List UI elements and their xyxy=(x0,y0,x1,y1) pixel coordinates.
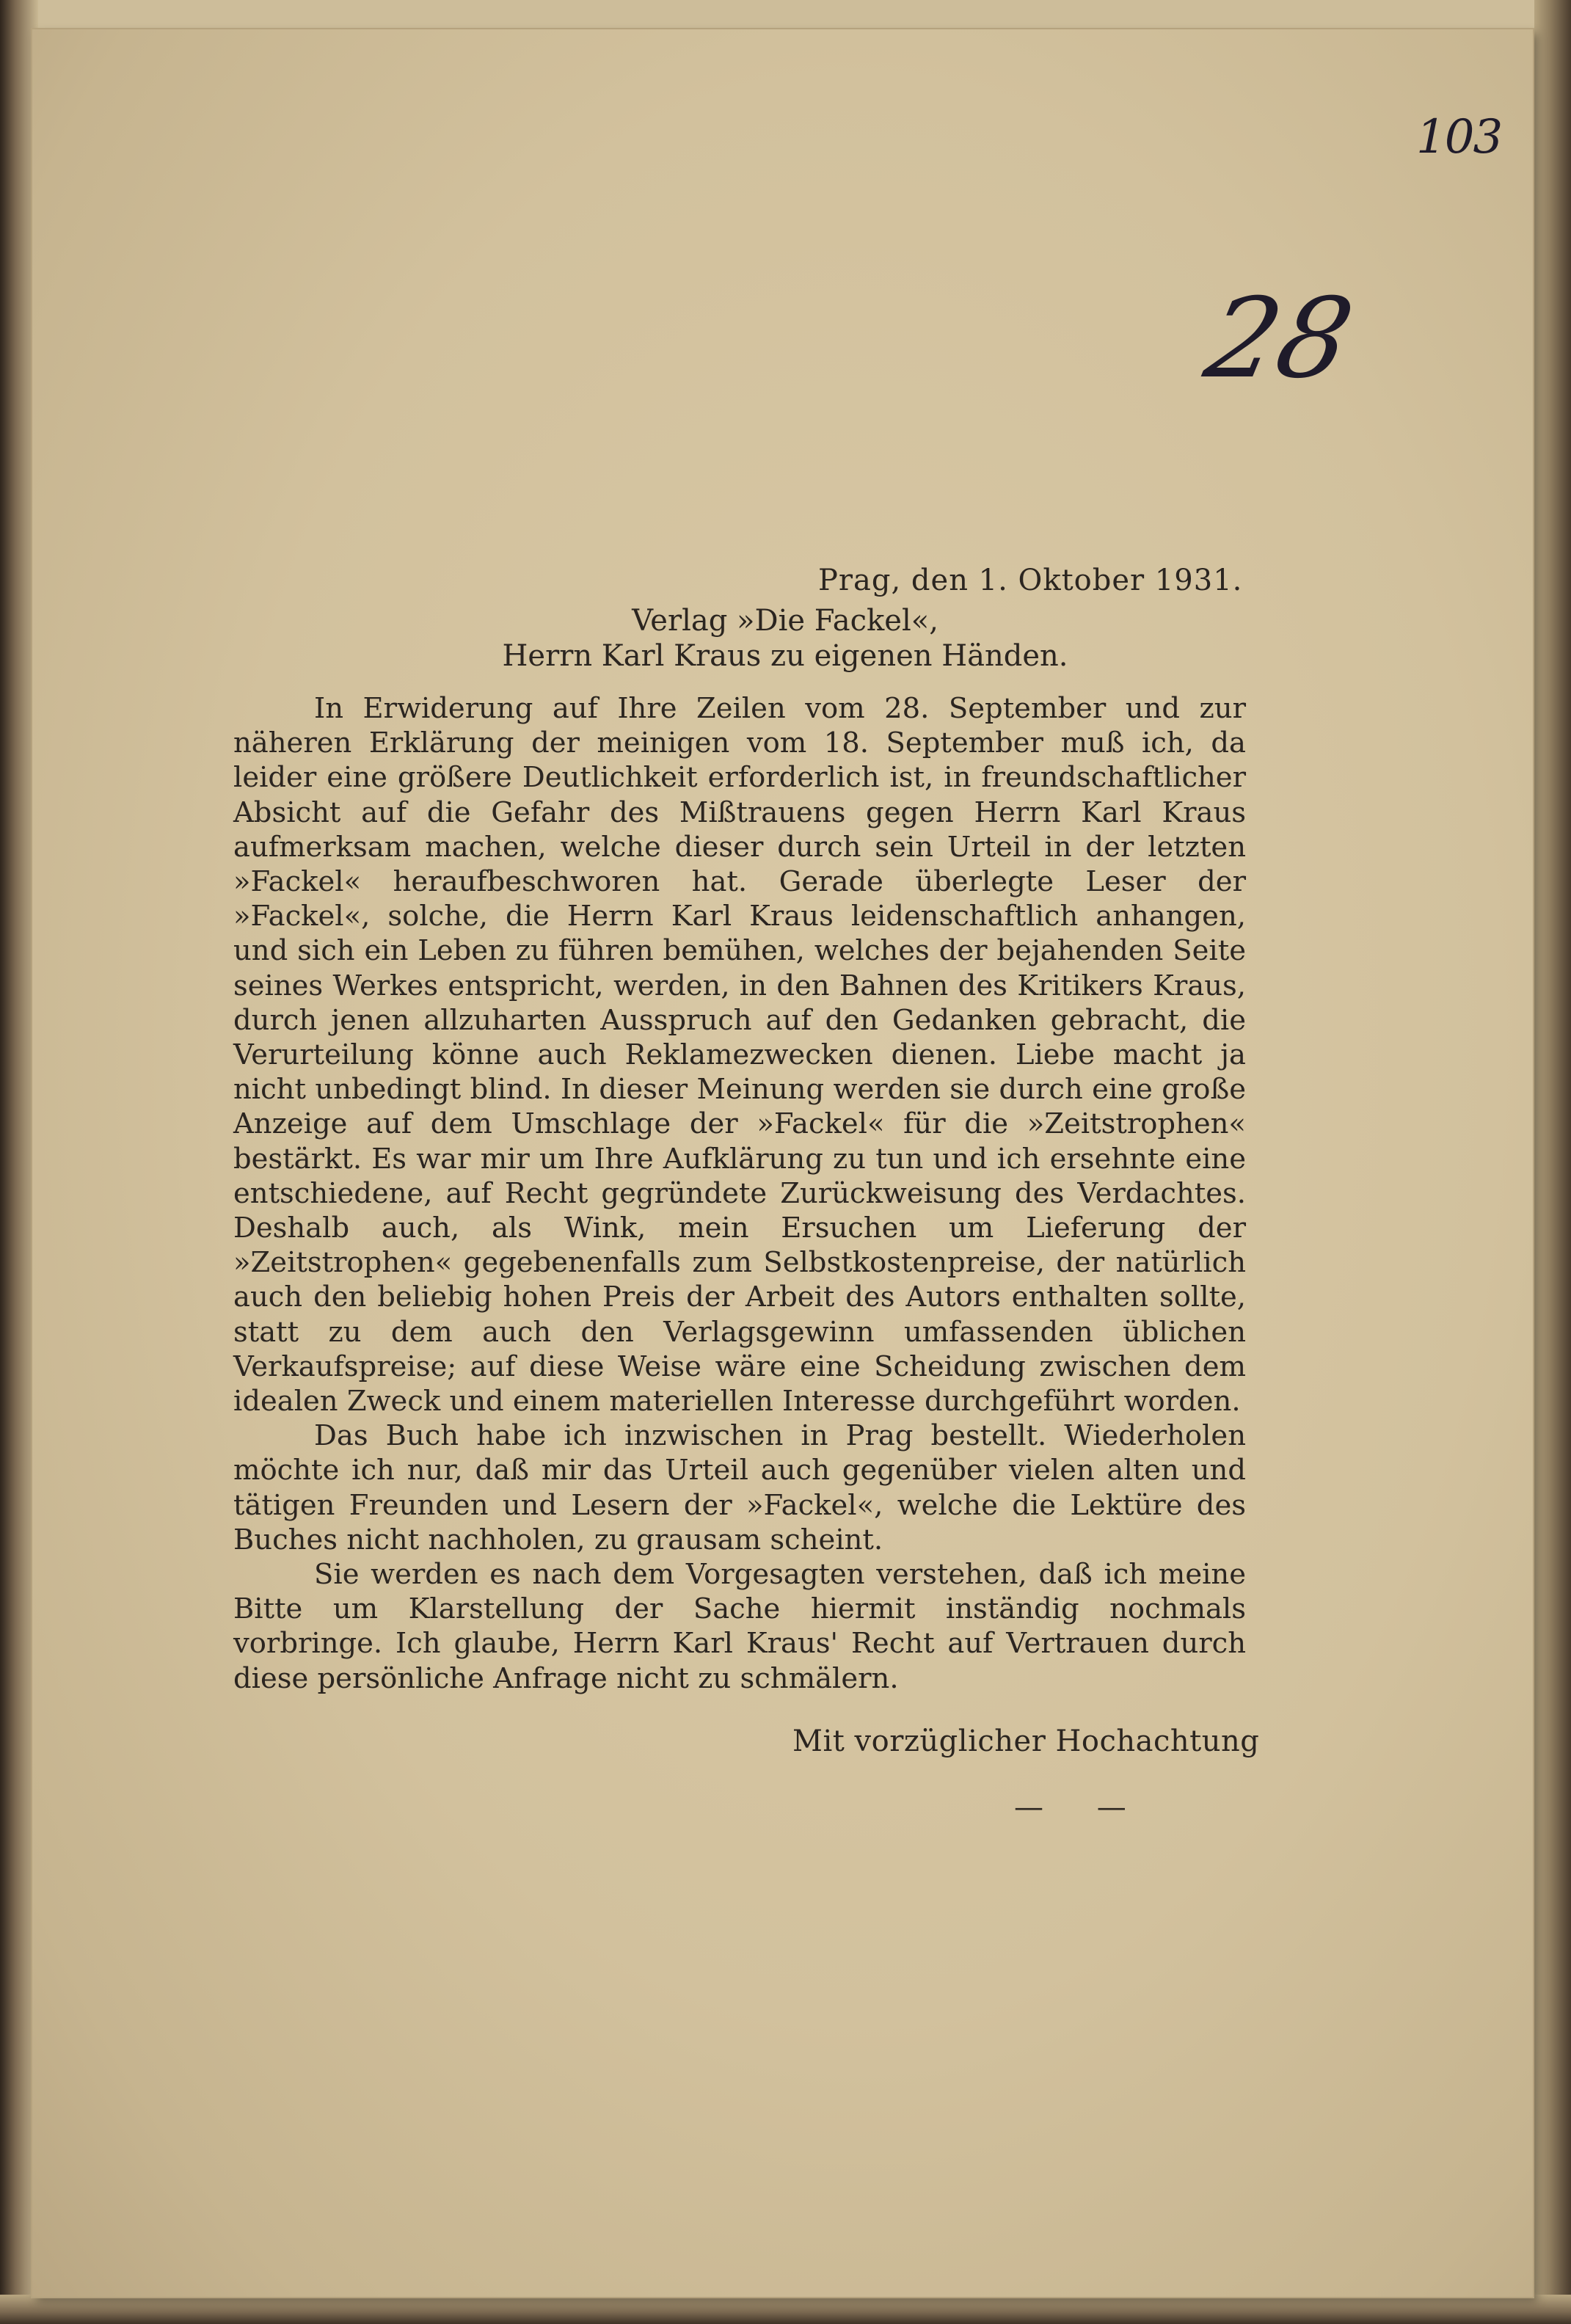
paragraph-2: Das Buch habe ich inzwischen in Prag bestellt. Wiederholen möchte ich nur, daß mir das Urteil auch gegenüber vielen alten und tätigen Freunden und Lesern der »Fackel«, welche die Lektüre des Buches nicht nachholen, zu grausam scheint. xyxy=(233,1419,1246,1556)
dateline: Prag, den 1. Oktober 1931. xyxy=(818,564,1243,597)
paragraph-3: Sie werden es nach dem Vorgesagten verstehen, daß ich meine Bitte um Klarstellung der Sache hiermit inständig nochmals vorbringe. Ich glaube, Herrn Karl Kraus' Recht auf Vertrauen durch diese persönliche Anfrage nicht zu schmälern. xyxy=(233,1558,1246,1695)
paragraph-1: In Erwiderung auf Ihre Zeilen vom 28. September und zur näheren Erklärung der meinigen vom 18. September muß ich, da leider eine größere Deutlichkeit erforderlich ist, in freundschaftlicher Absicht auf die Gefahr des Mißtrauens gegen Herrn Karl Kraus aufmerksam machen, welche dieser durch sein Urteil in der letzten »Fackel« heraufbeschworen hat. Gerade überlegte Leser der »Fackel«, solche, die Herrn Karl Kraus leidenschaftlich anhangen, und sich ein Leben zu führen bemühen, welches der bejahenden Seite seines Werkes entspricht, werden, in den Bahnen des Kritikers Kraus, durch jenen allzuharten Ausspruch auf den Gedanken gebracht, die Verurteilung könne auch Reklamezwecken dienen. Liebe macht ja nicht unbedingt blind. In dieser Meinung werden sie durch eine große Anzeige auf dem Umschlage der »Fackel« für die »Zeitstrophen« bestärkt. Es war mir um Ihre Aufklärung zu tun und ich ersehnte eine entschiedene, auf Recht gegründete Zurückweisung des Verdachtes. Deshalb auch, als Wink, mein Ersuchen um Lieferung der »Zeitstrophen« gegebenenfalls zum Selbstkostenpreise, der natürlich auch den beliebig hohen Preis der Arbeit des Autors enthalten sollte, statt zu dem auch den Verlagsgewinn umfassenden üblichen Verkaufspreise; auf diese Weise wäre eine Scheidung zwischen dem idealen Zweck und einem materiellen Interesse durchgeführt worden. xyxy=(233,692,1246,1418)
signature-dashes: — — xyxy=(1014,1791,1148,1824)
handwritten-folio-mark: 28 xyxy=(1195,275,1363,403)
page-edge-bottom xyxy=(0,2295,1571,2324)
closing-salutation: Mit vorzüglicher Hochachtung xyxy=(792,1724,1260,1758)
addressee-line-2: Herrn Karl Kraus zu eigenen Händen. xyxy=(502,639,1068,673)
letter-body xyxy=(233,691,1246,1696)
addressee xyxy=(455,603,1115,674)
addressee-line-1: Verlag »Die Fackel«, xyxy=(632,604,938,638)
handwritten-page-number: 103 xyxy=(1416,110,1502,164)
page-edge-right xyxy=(1534,0,1571,2324)
